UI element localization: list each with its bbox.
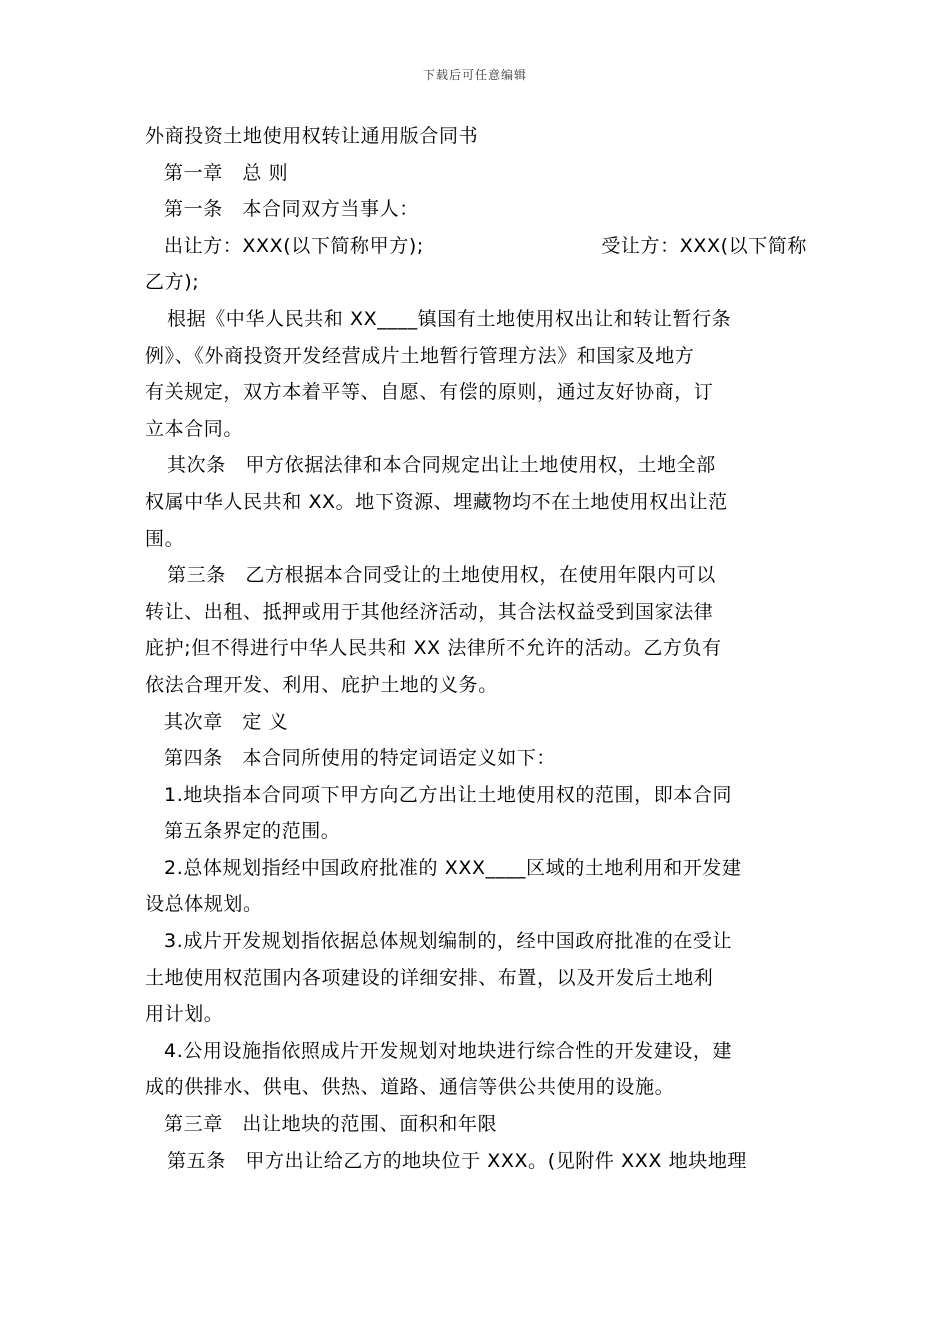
paragraph-line: 转让、出租、抵押或用于其他经济活动，其合法权益受到国家法律 [145, 600, 714, 623]
definition-line: 设总体规划。 [145, 893, 263, 916]
chapter-heading: 第一章 总 则 [164, 161, 289, 184]
header-note: 下载后可任意编辑 [422, 68, 527, 82]
chapter-heading: 其次章 定 义 [164, 710, 289, 733]
definition-line: 用计划。 [145, 1003, 224, 1026]
definition-line: 成的供排水、供电、供热、道路、通信等供公共使用的设施。 [145, 1076, 675, 1099]
paragraph-line: 庇护;但不得进行中华人民共和 XX 法律所不允许的活动。乙方负有 [145, 637, 722, 660]
paragraph-line: 例》、《外商投资开发经营成片土地暂行管理方法》和国家及地方 [145, 344, 695, 367]
parties-line [145, 228, 807, 265]
definition-line: 土地使用权范围内各项建设的详细安排、布置，以及开发后土地利 [145, 966, 714, 989]
party-a-text: 出让方：XXX(以下简称甲方); [164, 234, 424, 257]
paragraph-line: 第三条 乙方根据本合同受让的土地使用权，在使用年限内可以 [167, 564, 716, 587]
paragraph-line: 立本合同。 [145, 417, 244, 440]
paragraph-line: 依法合理开发、利用、庇护土地的义务。 [145, 673, 498, 696]
party-b-text: 受让方：XXX(以下简称 [601, 234, 807, 257]
definition-line: 4.公用设施指依照成片开发规划对地块进行综合性的开发建设，建 [164, 1039, 733, 1062]
document-title: 外商投资土地使用权转让通用版合同书 [145, 125, 479, 147]
paragraph-line: 有关规定，双方本着平等、自愿、有偿的原则，通过友好协商，订 [145, 381, 714, 404]
definition-line: 第五条界定的范围。 [164, 820, 341, 843]
paragraph-line: 围。 [145, 527, 185, 550]
definition-line: 2.总体规划指经中国政府批准的 XXX____区域的土地利用和开发建 [164, 856, 742, 879]
party-b-continued: 乙方); [145, 271, 200, 294]
chapter-heading: 第三章 出让地块的范围、面积和年限 [164, 1113, 498, 1136]
article-heading: 第五条 甲方出让给乙方的地块位于 XXX。(见附件 XXX 地块地理 [167, 1149, 748, 1172]
article-heading: 第四条 本合同所使用的特定词语定义如下： [164, 747, 557, 770]
definition-line: 1.地块指本合同项下甲方向乙方出让土地使用权的范围，即本合同 [164, 783, 733, 806]
paragraph-line: 权属中华人民共和 XX。地下资源、埋藏物均不在土地使用权出让范 [145, 490, 728, 513]
paragraph-line: 其次条 甲方依据法律和本合同规定出让土地使用权，土地全部 [167, 454, 716, 477]
article-heading: 第一条 本合同双方当事人： [164, 198, 419, 221]
definition-line: 3.成片开发规划指依据总体规划编制的，经中国政府批准的在受让 [164, 930, 733, 953]
paragraph-line: 根据《中华人民共和 XX____镇国有土地使用权出让和转让暂行条 [167, 307, 732, 330]
document-body [145, 118, 807, 1179]
